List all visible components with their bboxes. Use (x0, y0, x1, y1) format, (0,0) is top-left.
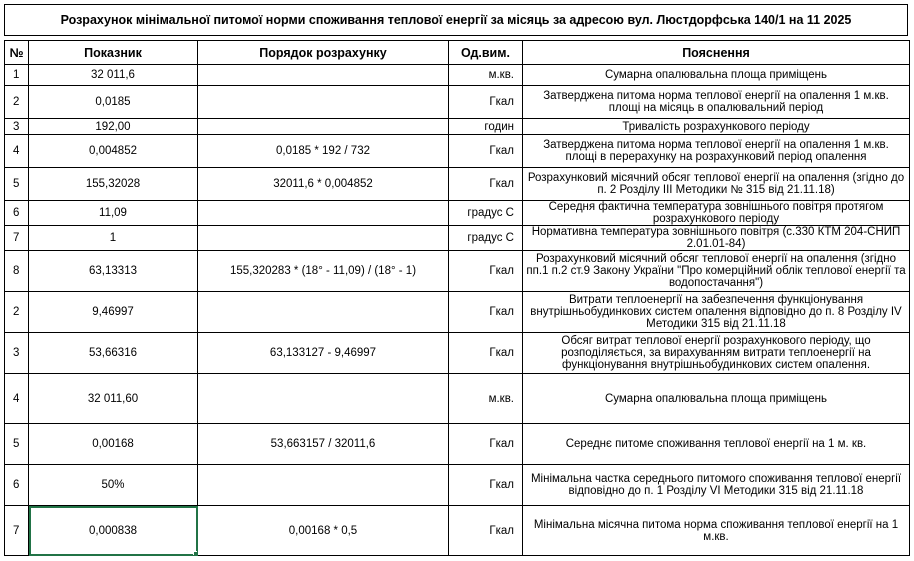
row-number-cell[interactable]: 4 (5, 135, 29, 168)
unit-cell[interactable]: Гкал (449, 135, 523, 168)
formula-cell[interactable] (198, 292, 449, 333)
formula-cell[interactable]: 0,00168 * 0,5 (198, 506, 449, 556)
value-cell[interactable]: 192,00 (29, 119, 198, 135)
unit-cell[interactable]: годин (449, 119, 523, 135)
explanation-cell[interactable]: Нормативна температура зовнішнього повітря (с.330 КТМ 204-СНИП 2.01.01-84) (523, 226, 910, 251)
formula-cell[interactable]: 0,0185 * 192 / 732 (198, 135, 449, 168)
unit-cell[interactable]: Гкал (449, 506, 523, 556)
explanation-cell[interactable]: Сумарна опалювальна площа приміщень (523, 65, 910, 86)
table-row (5, 333, 910, 374)
row-number-cell[interactable]: 3 (5, 333, 29, 374)
explanation-cell[interactable]: Затверджена питома норма теплової енергії на опалення 1 м.кв. площі на місяць в опалювальний період (523, 86, 910, 119)
value-cell[interactable]: 1 (29, 226, 198, 251)
row-number-cell[interactable]: 5 (5, 168, 29, 201)
explanation-cell[interactable]: Обсяг витрат теплової енергії розрахункового періоду, що розподіляється, за вирахуванням витрати теплоенергії на функціонування внутрішньобудинкових систем опалення. (523, 333, 910, 374)
unit-cell[interactable]: Гкал (449, 251, 523, 292)
table-row (5, 251, 910, 292)
formula-cell[interactable] (198, 119, 449, 135)
row-number-cell[interactable]: 6 (5, 465, 29, 506)
sheet-title[interactable]: Розрахунок мінімальної питомої норми споживання теплової енергії за місяць за адресою вул. Люстдорфська 140/1 на 11 2025 (4, 4, 908, 36)
table-row (5, 65, 910, 86)
formula-cell[interactable]: 53,663157 / 32011,6 (198, 424, 449, 465)
formula-cell[interactable] (198, 226, 449, 251)
row-number-cell[interactable]: 7 (5, 506, 29, 556)
formula-cell[interactable]: 32011,6 * 0,004852 (198, 168, 449, 201)
explanation-cell[interactable]: Розрахунковий місячний обсяг теплової енергії на опалення (згідно до п. 2 Розділу III Методики № 315 від 21.11.18) (523, 168, 910, 201)
row-number-cell[interactable]: 1 (5, 65, 29, 86)
formula-cell[interactable] (198, 374, 449, 424)
row-number-cell[interactable]: 2 (5, 86, 29, 119)
table-row (5, 465, 910, 506)
row-number-cell[interactable]: 8 (5, 251, 29, 292)
unit-cell[interactable]: Гкал (449, 86, 523, 119)
row-number-cell[interactable]: 3 (5, 119, 29, 135)
fill-handle[interactable] (193, 551, 198, 556)
table-row (5, 226, 910, 251)
table-row (5, 292, 910, 333)
table-row (5, 374, 910, 424)
table-row (5, 424, 910, 465)
explanation-cell[interactable]: Витрати теплоенергії на забезпечення функціонування внутрішньобудинкових систем опалення відповідно до п. 8 Розділу IV Методики 315 від 21.11.18 (523, 292, 910, 333)
value-cell[interactable]: 0,004852 (29, 135, 198, 168)
formula-cell[interactable] (198, 201, 449, 226)
formula-cell[interactable] (198, 65, 449, 86)
formula-cell[interactable] (198, 465, 449, 506)
explanation-cell[interactable]: Розрахунковий місячний обсяг теплової енергії на опалення (згідно пп.1 п.2 ст.9 Закону України "Про комерційний облік теплової енергії та водопостачання") (523, 251, 910, 292)
table-row (5, 119, 910, 135)
unit-cell[interactable]: Гкал (449, 292, 523, 333)
row-number-cell[interactable]: 4 (5, 374, 29, 424)
unit-cell[interactable]: м.кв. (449, 374, 523, 424)
value-cell[interactable]: 63,13313 (29, 251, 198, 292)
explanation-cell[interactable]: Сумарна опалювальна площа приміщень (523, 374, 910, 424)
row-number-cell[interactable]: 5 (5, 424, 29, 465)
formula-cell[interactable]: 155,320283 * (18° - 11,09) / (18° - 1) (198, 251, 449, 292)
explanation-cell[interactable]: Мінімальна частка середнього питомого споживання теплової енергії відповідно до п. 1 Розділу VI Методики 315 від 21.11.18 (523, 465, 910, 506)
explanation-cell[interactable]: Середнє питоме споживання теплової енергії на 1 м. кв. (523, 424, 910, 465)
unit-cell[interactable]: м.кв. (449, 65, 523, 86)
header-num[interactable]: № (5, 41, 29, 65)
table-row (5, 168, 910, 201)
table-row (5, 86, 910, 119)
unit-cell[interactable]: Гкал (449, 424, 523, 465)
value-cell[interactable]: 155,32028 (29, 168, 198, 201)
header-formula[interactable]: Порядок розрахунку (198, 41, 449, 65)
unit-cell[interactable]: градус С (449, 226, 523, 251)
unit-cell[interactable]: Гкал (449, 333, 523, 374)
value-cell[interactable]: 11,09 (29, 201, 198, 226)
value-cell[interactable]: 9,46997 (29, 292, 198, 333)
table-row (5, 506, 910, 556)
explanation-cell[interactable]: Затверджена питома норма теплової енергії на опалення 1 м.кв. площі в перерахунку на розрахунковий період опалення (523, 135, 910, 168)
header-unit[interactable]: Од.вим. (449, 41, 523, 65)
explanation-cell[interactable]: Тривалість розрахункового періоду (523, 119, 910, 135)
header-explanation[interactable]: Пояснення (523, 41, 910, 65)
explanation-cell[interactable]: Середня фактична температура зовнішнього повітря протягом розрахункового періоду (523, 201, 910, 226)
table-row (5, 201, 910, 226)
selected-cell[interactable]: 0,000838 (29, 506, 198, 556)
table-row (5, 135, 910, 168)
value-cell[interactable]: 50% (29, 465, 198, 506)
explanation-cell[interactable]: Мінімальна місячна питома норма споживання теплової енергії на 1 м.кв. (523, 506, 910, 556)
value-cell[interactable]: 53,66316 (29, 333, 198, 374)
value-cell[interactable]: 0,00168 (29, 424, 198, 465)
value-cell[interactable]: 32 011,6 (29, 65, 198, 86)
value-cell[interactable]: 0,0185 (29, 86, 198, 119)
header-value[interactable]: Показник (29, 41, 198, 65)
unit-cell[interactable]: Гкал (449, 168, 523, 201)
formula-cell[interactable]: 63,133127 - 9,46997 (198, 333, 449, 374)
unit-cell[interactable]: Гкал (449, 465, 523, 506)
formula-cell[interactable] (198, 86, 449, 119)
unit-cell[interactable]: градус С (449, 201, 523, 226)
table-header-row (5, 41, 910, 65)
calculation-table (4, 40, 910, 556)
row-number-cell[interactable]: 2 (5, 292, 29, 333)
value-cell[interactable]: 32 011,60 (29, 374, 198, 424)
row-number-cell[interactable]: 6 (5, 201, 29, 226)
row-number-cell[interactable]: 7 (5, 226, 29, 251)
